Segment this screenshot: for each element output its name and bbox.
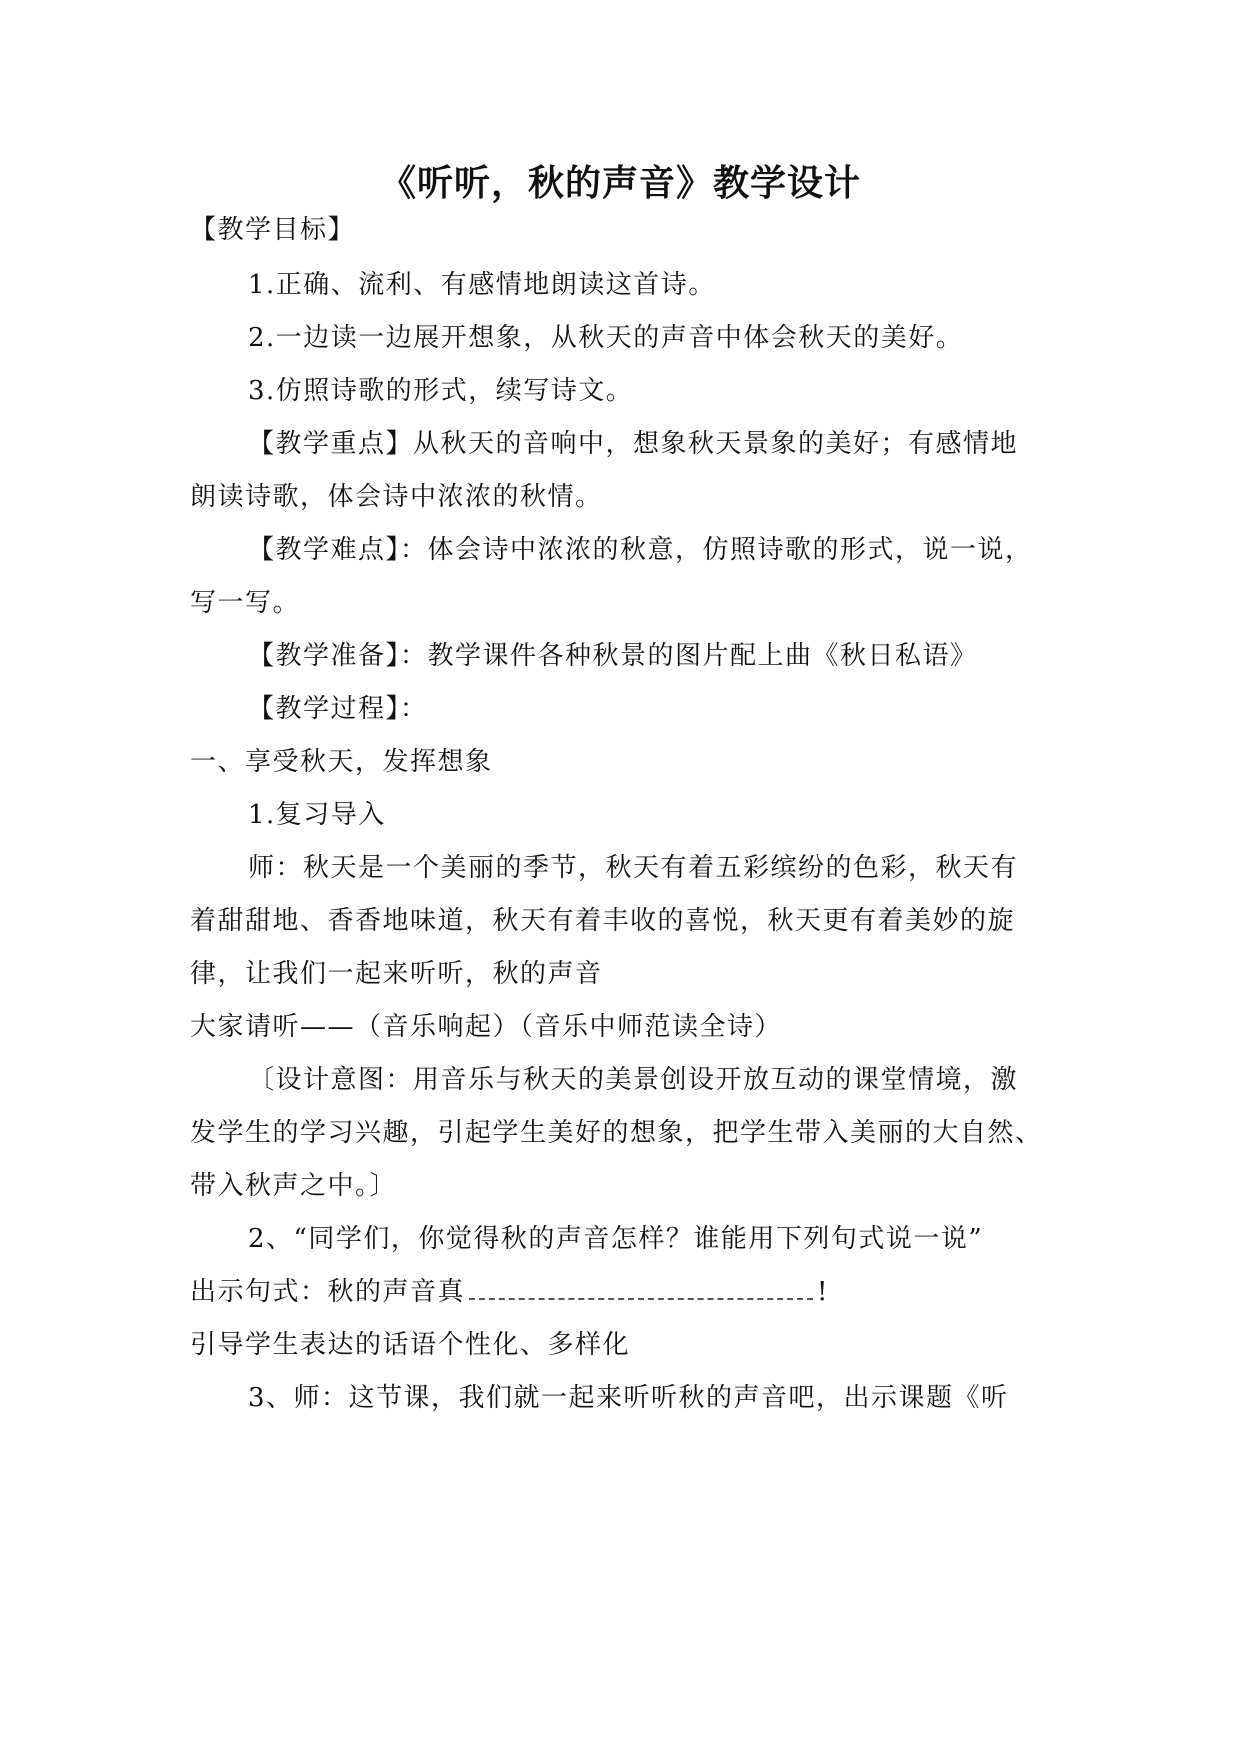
- teacher-speech-line-1: 师：秋天是一个美丽的季节，秋天有着五彩缤纷的色彩，秋天有: [248, 853, 1019, 883]
- section-one-heading: 一、享受秋天，发挥想象: [190, 747, 493, 777]
- fill-in-blank: [469, 1280, 813, 1300]
- difficulties-line-1: 【教学难点】：体会诗中浓浓的秋意，仿照诗歌的形式，说一说，: [248, 535, 1033, 565]
- sentence-pattern-suffix: !: [817, 1277, 829, 1307]
- guidance-line: 引导学生表达的话语个性化、多样化: [190, 1330, 631, 1360]
- design-intent-line-2: 发学生的学习兴趣，引起学生美好的想象，把学生带入美丽的大自然、: [190, 1118, 1043, 1148]
- step-1-heading: 1.复习导入: [248, 800, 386, 830]
- step-3-line: 3、师：这节课，我们就一起来听听秋的声音吧，出示课题《听: [248, 1383, 1009, 1413]
- step-2-question: 2、“同学们，你觉得秋的声音怎样？谁能用下列句式说一说”: [248, 1224, 984, 1254]
- section-heading-objectives: 【教学目标】: [190, 215, 356, 245]
- process-heading: 【教学过程】：: [248, 694, 428, 724]
- design-intent-line-1: 〔设计意图：用音乐与秋天的美景创设开放互动的课堂情境，激: [248, 1065, 1019, 1095]
- preparation-line: 【教学准备】：教学课件各种秋景的图片配上曲《秋日私语》: [248, 641, 978, 671]
- sentence-pattern-prefix: 出示句式：秋的声音真: [190, 1277, 466, 1307]
- teacher-speech-line-2: 着甜甜地、香香地味道，秋天有着丰收的喜悦，秋天更有着美妙的旋: [190, 906, 1016, 936]
- objective-3: 3.仿照诗歌的形式，续写诗文。: [248, 376, 634, 406]
- design-intent-line-3: 带入秋声之中。〕: [190, 1171, 398, 1201]
- document-title: 《听听，秋的声音》教学设计: [379, 162, 861, 204]
- key-points-line-1: 【教学重点】从秋天的音响中，想象秋天景象的美好；有感情地: [248, 429, 1019, 459]
- teacher-speech-line-3: 律，让我们一起来听听，秋的声音: [190, 959, 603, 989]
- objective-2: 2.一边读一边展开想象，从秋天的声音中体会秋天的美好。: [248, 323, 964, 353]
- difficulties-line-2: 写一写。: [190, 588, 301, 618]
- key-points-line-2: 朗读诗歌，体会诗中浓浓的秋情。: [190, 482, 603, 512]
- sentence-pattern-line: [190, 1274, 829, 1310]
- listen-instruction: 大家请听——（音乐响起）（音乐中师范读全诗）: [190, 1012, 783, 1042]
- objective-1: 1.正确、流利、有感情地朗读这首诗。: [248, 270, 716, 300]
